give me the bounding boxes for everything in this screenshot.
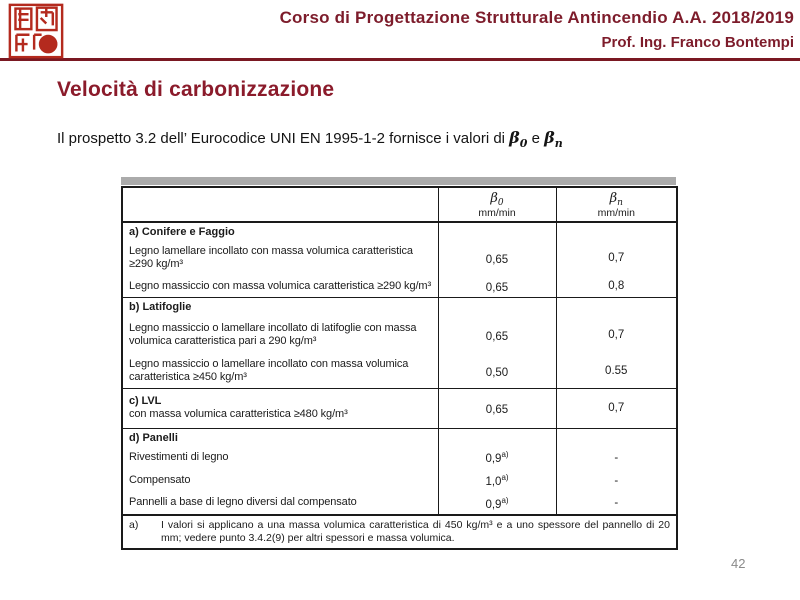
table-top-gray-bar <box>121 177 676 185</box>
beta0-symbol: β <box>509 128 520 147</box>
betan-symbol: β <box>544 128 555 147</box>
table-row <box>122 446 677 469</box>
row-description: Legno lamellare incollato con massa volumica caratteristica ≥290 kg/m³ <box>129 244 413 270</box>
beta0-header-unit: mm/min <box>478 207 516 220</box>
empty-cell <box>556 297 677 315</box>
betan-header-unit: mm/min <box>597 207 635 220</box>
row-description: Legno massiccio o lamellare incollato con massa volumica caratteristica ≥450 kg/m³ <box>129 357 409 384</box>
intro-text-main: Il prospetto 3.2 dell’ Eurocodice UNI EN 1995-1-2 fornisce i valori di <box>57 130 510 147</box>
row-description: con massa volumica caratteristica ≥480 kg/m³ <box>129 408 348 420</box>
empty-cell <box>438 428 556 446</box>
section-c-title: c) LVL <box>129 394 162 407</box>
betan-header-sub: n <box>617 198 623 209</box>
beta0-value: 0,9$^{a)}$ <box>438 492 556 515</box>
footnote-text: I valori si applicano a una massa volumica caratteristica di 450 kg/m³ e a uno spessore del pannello di 20 mm; vedere punto 3.4.2(9) per altri spessori e massa volumica. <box>161 519 670 544</box>
intro-text <box>57 128 563 150</box>
footnote-cell <box>122 515 677 549</box>
section-b-title-row <box>122 297 677 315</box>
intro-conjunction: e <box>527 130 545 147</box>
section-c-row <box>122 388 677 428</box>
page-title: Velocità di carbonizzazione <box>57 78 335 101</box>
table-row <box>122 276 677 297</box>
empty-cell <box>556 428 677 446</box>
beta0-value: 1,0$^{a)}$ <box>438 469 556 492</box>
row-description: Pannelli a base di legno diversi dal compensato <box>129 496 357 509</box>
empty-cell <box>556 222 677 240</box>
beta0-header-symbol: β <box>490 190 498 206</box>
beta0-value: 0,65 <box>438 276 556 297</box>
table-row <box>122 492 677 515</box>
empty-cell <box>438 297 556 315</box>
beta0-value: 0,50 <box>438 355 556 388</box>
betan-value: - <box>556 469 677 492</box>
table-row <box>122 355 677 388</box>
beta0-value: 0,65 <box>438 315 556 355</box>
table-footnote-row <box>122 515 677 549</box>
betan-value: 0,8 <box>556 276 677 297</box>
col-header-beta0 <box>438 187 556 222</box>
betan-value: 0.55 <box>556 355 677 388</box>
beta0-value: 0,9$^{a)}$ <box>438 446 556 469</box>
section-d-title-row <box>122 428 677 446</box>
eurocode-table <box>121 186 678 550</box>
slide-header <box>0 0 800 61</box>
empty-cell <box>438 222 556 240</box>
betan-header-symbol: β <box>609 190 618 206</box>
betan-subscript: n <box>554 137 563 150</box>
row-description: Legno massiccio o lamellare incollato di latifoglie con massa volumica caratteristica pari a 290 kg/m³ <box>129 321 417 347</box>
row-description: Rivestimenti di legno <box>129 450 229 463</box>
section-b-title: b) Latifoglie <box>122 297 438 315</box>
table-row <box>122 240 677 276</box>
row-description: Legno massiccio con massa volumica caratteristica ≥290 kg/m³ <box>129 279 432 292</box>
page-number: 42 <box>731 556 746 571</box>
col-header-betan <box>556 187 677 222</box>
betan-value: 0,7 <box>556 388 677 428</box>
beta0-header-sub: 0 <box>497 198 504 209</box>
table-row <box>122 315 677 355</box>
footnote-label: a) <box>129 519 139 531</box>
table-header-row <box>122 187 677 222</box>
professor-name: Prof. Ing. Franco Bontempi <box>601 34 794 51</box>
row-description: Compensato <box>129 473 191 486</box>
section-c-cell <box>122 388 438 428</box>
beta0-value: 0,65 <box>438 388 556 428</box>
betan-value: 0,7 <box>556 240 677 276</box>
beta0-value: 0,65 <box>438 240 556 276</box>
section-a-title-row <box>122 222 677 240</box>
betan-value: - <box>556 446 677 469</box>
betan-value: - <box>556 492 677 515</box>
beta0-subscript: 0 <box>519 137 528 150</box>
section-d-title: d) Panelli <box>122 428 438 446</box>
empty-header-cell <box>122 187 438 222</box>
seal-stamp-icon <box>8 3 64 59</box>
charring-rate-table <box>121 177 676 550</box>
table-row <box>122 469 677 492</box>
header-titles <box>280 8 794 51</box>
course-title: Corso di Progettazione Strutturale Antincendio A.A. 2018/2019 <box>279 8 794 27</box>
betan-value: 0,7 <box>556 315 677 355</box>
section-a-title: a) Conifere e Faggio <box>122 222 438 240</box>
